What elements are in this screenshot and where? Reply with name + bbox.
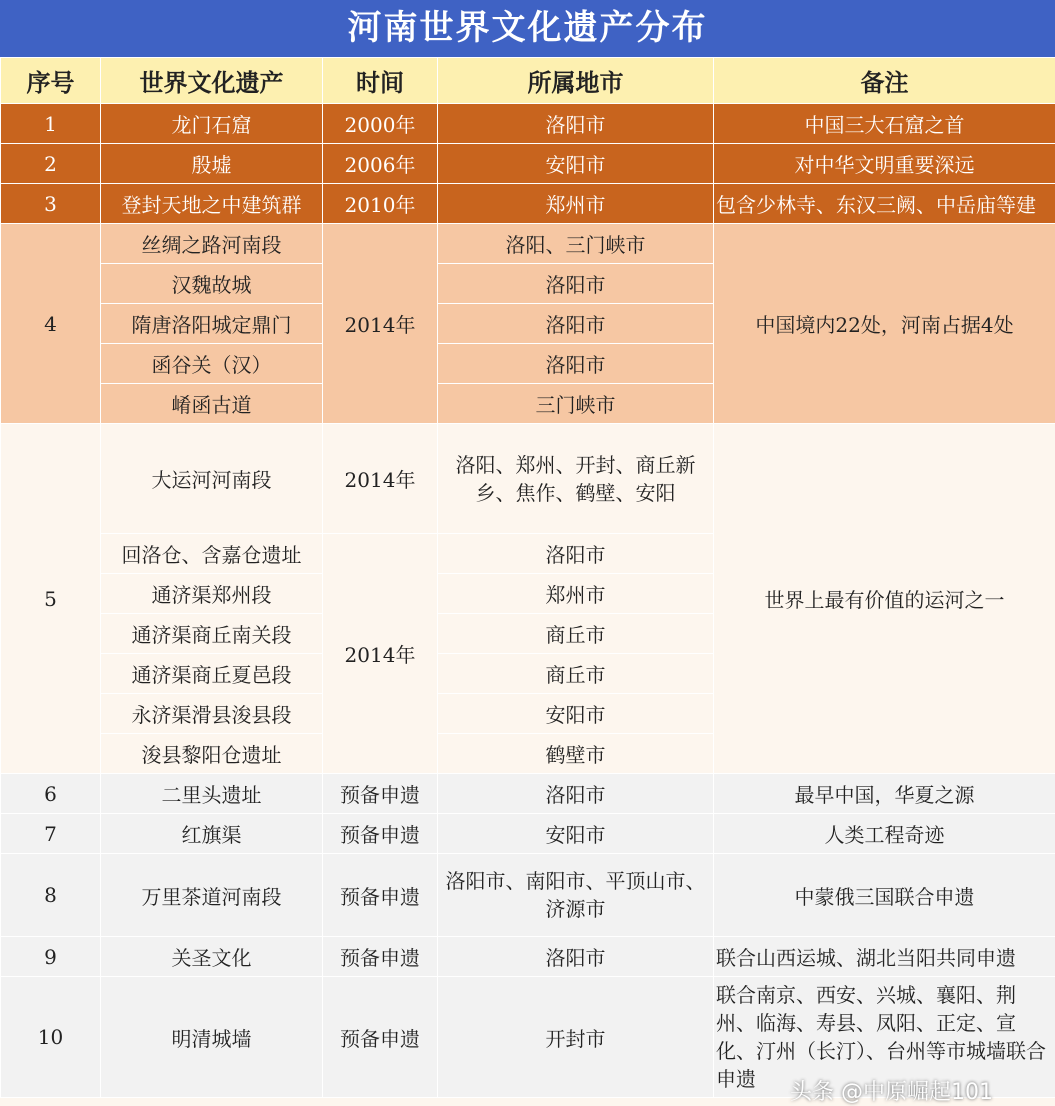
- row-name: 关圣文化: [101, 937, 323, 977]
- row-no: 3: [1, 184, 101, 224]
- row-name: 通济渠郑州段: [101, 574, 323, 614]
- row-name: 崤函古道: [101, 384, 323, 424]
- row-city: 洛阳市: [438, 104, 714, 144]
- table-row: [1, 224, 1055, 264]
- row-name: 隋唐洛阳城定鼎门: [101, 304, 323, 344]
- row-note: 中国境内22处，河南占据4处: [714, 224, 1055, 424]
- row-no: 1: [1, 104, 101, 144]
- row-city: 郑州市: [438, 184, 714, 224]
- row-city: 洛阳、三门峡市: [438, 224, 714, 264]
- row-time: 预备申遗: [323, 814, 438, 854]
- row-note: 人类工程奇迹: [714, 814, 1055, 854]
- table-row: [1, 854, 1055, 937]
- header-heritage: 世界文化遗产: [101, 58, 323, 104]
- row-city: 商丘市: [438, 614, 714, 654]
- row-name: 回洛仓、含嘉仓遗址: [101, 534, 323, 574]
- row-city: 洛阳市: [438, 304, 714, 344]
- row-name: 殷墟: [101, 144, 323, 184]
- row-city: 洛阳市、南阳市、平顶山市、济源市: [438, 854, 714, 937]
- row-no: 4: [1, 224, 101, 424]
- row-no: 2: [1, 144, 101, 184]
- row-no: 10: [1, 977, 101, 1098]
- watermark: 头条 @中原崛起101: [790, 1075, 993, 1106]
- table-row: [1, 144, 1055, 184]
- row-name: 二里头遗址: [101, 774, 323, 814]
- row-city: 安阳市: [438, 144, 714, 184]
- row-name: 丝绸之路河南段: [101, 224, 323, 264]
- row-no: 7: [1, 814, 101, 854]
- row-name: 汉魏故城: [101, 264, 323, 304]
- row-name: 永济渠滑县浚县段: [101, 694, 323, 734]
- table-header-row: [1, 58, 1055, 104]
- page-title: 河南世界文化遗产分布: [0, 0, 1055, 57]
- row-city: 洛阳市: [438, 937, 714, 977]
- row-time: 预备申遗: [323, 937, 438, 977]
- row-city: 洛阳、郑州、开封、商丘新乡、焦作、鹤壁、安阳: [438, 424, 714, 534]
- row-note: 最早中国，华夏之源: [714, 774, 1055, 814]
- row-city: 商丘市: [438, 654, 714, 694]
- row-name: 函谷关（汉）: [101, 344, 323, 384]
- heritage-table: [0, 57, 1055, 1098]
- row-note: 世界上最有价值的运河之一: [714, 424, 1055, 774]
- row-time: 2006年: [323, 144, 438, 184]
- table-row: [1, 184, 1055, 224]
- row-no: 6: [1, 774, 101, 814]
- row-time: 预备申遗: [323, 977, 438, 1098]
- row-city: 鹤壁市: [438, 734, 714, 774]
- header-note: 备注: [714, 58, 1055, 104]
- row-city: 洛阳市: [438, 774, 714, 814]
- row-name: 通济渠商丘夏邑段: [101, 654, 323, 694]
- row-city: 三门峡市: [438, 384, 714, 424]
- row-city: 安阳市: [438, 694, 714, 734]
- row-city: 洛阳市: [438, 264, 714, 304]
- row-name: 龙门石窟: [101, 104, 323, 144]
- row-no: 9: [1, 937, 101, 977]
- table-row: [1, 774, 1055, 814]
- row-name: 红旗渠: [101, 814, 323, 854]
- row-time: 2010年: [323, 184, 438, 224]
- row-name: 通济渠商丘南关段: [101, 614, 323, 654]
- table-row: [1, 814, 1055, 854]
- row-time: 预备申遗: [323, 774, 438, 814]
- table-row: [1, 424, 1055, 534]
- row-no: 5: [1, 424, 101, 774]
- row-note: 中蒙俄三国联合申遗: [714, 854, 1055, 937]
- row-time: 2014年: [323, 534, 438, 774]
- row-time: 2014年: [323, 224, 438, 424]
- row-note: 对中华文明重要深远: [714, 144, 1055, 184]
- row-note: 联合南京、西安、兴城、襄阳、荆州、临海、寿县、凤阳、正定、宣化、汀州（长汀）、台州等市城墙联合申遗: [714, 977, 1055, 1098]
- row-name: 万里茶道河南段: [101, 854, 323, 937]
- row-time: 2014年: [323, 424, 438, 534]
- row-city: 洛阳市: [438, 534, 714, 574]
- row-note: 包含少林寺、东汉三阙、中岳庙等建: [714, 184, 1055, 224]
- row-name: 浚县黎阳仓遗址: [101, 734, 323, 774]
- row-city: 洛阳市: [438, 344, 714, 384]
- row-city: 开封市: [438, 977, 714, 1098]
- table-row: [1, 937, 1055, 977]
- row-note: 联合山西运城、湖北当阳共同申遗: [714, 937, 1055, 977]
- row-time: 预备申遗: [323, 854, 438, 937]
- row-name: 明清城墙: [101, 977, 323, 1098]
- row-name: 大运河河南段: [101, 424, 323, 534]
- row-note: 中国三大石窟之首: [714, 104, 1055, 144]
- row-name: 登封天地之中建筑群: [101, 184, 323, 224]
- row-city: 郑州市: [438, 574, 714, 614]
- table-row: [1, 104, 1055, 144]
- header-time: 时间: [323, 58, 438, 104]
- row-no: 8: [1, 854, 101, 937]
- header-no: 序号: [1, 58, 101, 104]
- row-city: 安阳市: [438, 814, 714, 854]
- header-city: 所属地市: [438, 58, 714, 104]
- row-time: 2000年: [323, 104, 438, 144]
